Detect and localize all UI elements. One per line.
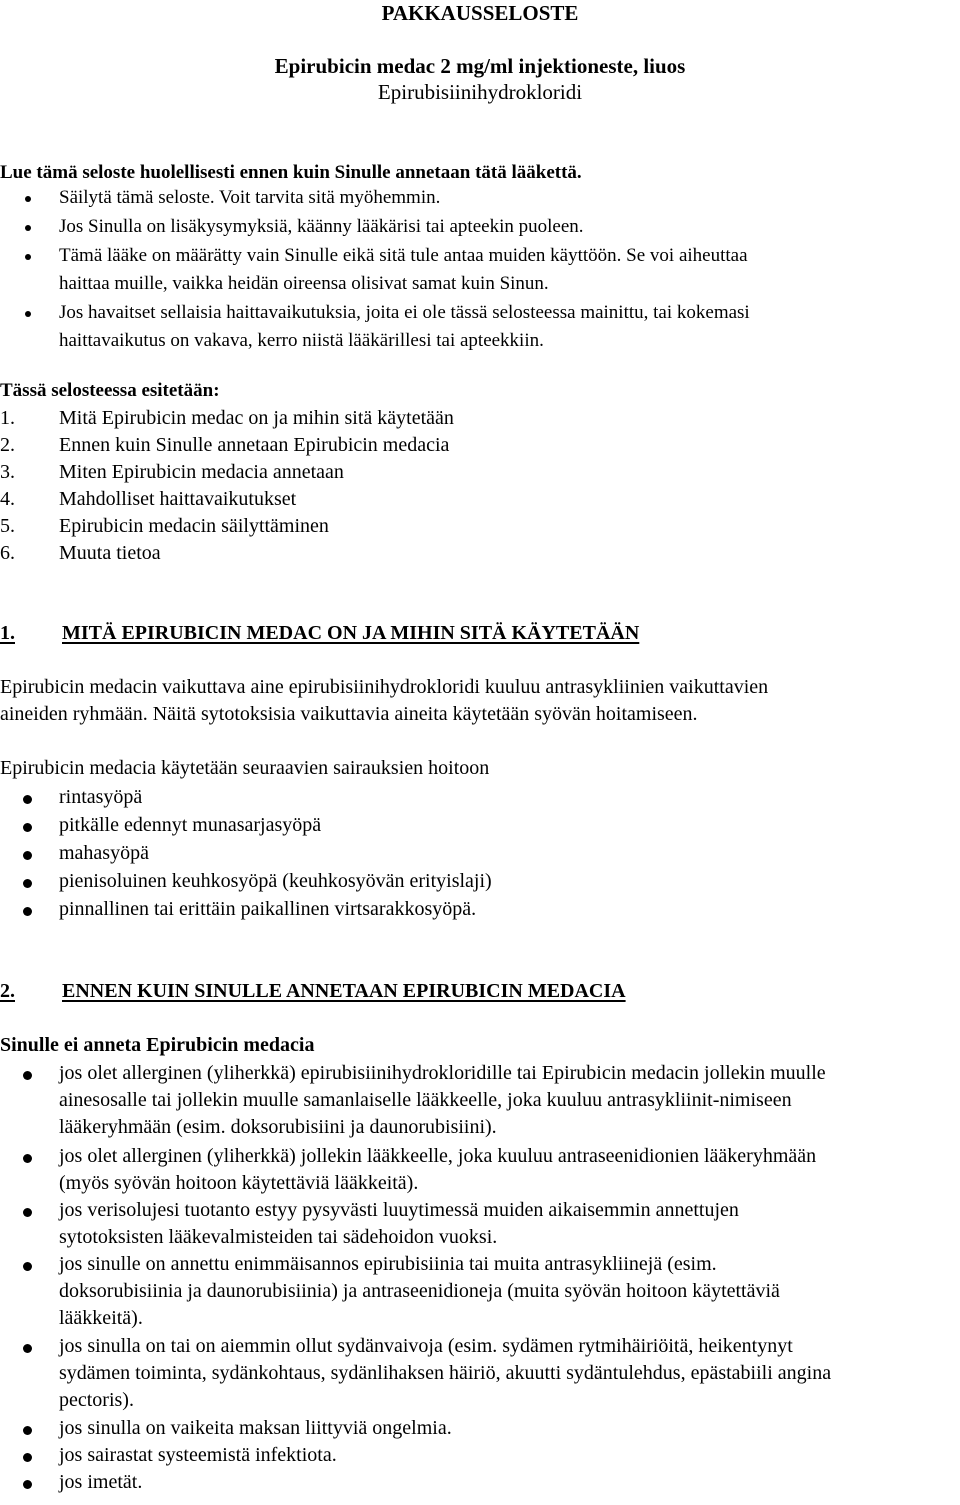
bullet-icon [23,851,32,860]
list-item: jos verisolujesi tuotanto estyy pysyvästi luuytimessä muiden aikaisemmin annettujen [59,1199,739,1221]
bullet-icon [23,1154,32,1163]
toc-number: 6. [0,542,15,564]
bullet-icon [25,225,31,231]
list-item: pectoris). [59,1389,134,1411]
section-1-number: 1. [0,622,15,644]
toc-heading: Tässä selosteessa esitetään: [0,380,220,401]
intro-bullet-text: Jos Sinulla on lisäkysymyksiä, käänny lääkärisi tai apteekin puoleen. [59,216,584,237]
toc-item: Mitä Epirubicin medac on ja mihin sitä käytetään [59,407,454,429]
list-item: jos sairastat systeemistä infektiota. [59,1444,337,1466]
bullet-icon [23,823,32,832]
document-title: PAKKAUSSELOSTE [381,1,579,25]
bullet-icon [23,1208,32,1217]
list-item: jos olet allerginen (yliherkkä) epirubisiinihydrokloridille tai Epirubicin medacin jollekin muulle [59,1062,826,1084]
toc-item: Miten Epirubicin medacia annetaan [59,461,344,483]
list-item: pinnallinen tai erittäin paikallinen virtsarakkosyöpä. [59,898,477,920]
bullet-icon [25,311,31,317]
list-item: jos sinulla on vaikeita maksan liittyviä ongelmia. [59,1417,452,1439]
bullet-icon [23,1344,32,1353]
intro-bullet-text: Tämä lääke on määrätty vain Sinulle eikä sitä tule antaa muiden käyttöön. Se voi aiheuttaa [59,245,748,266]
list-item: pienisoluinen keuhkosyöpä (keuhkosyövän erityislaji) [59,870,492,892]
list-item: lääkeryhmään (esim. doksorubisiini ja daunorubisiini). [59,1116,497,1138]
section-1-heading: MITÄ EPIRUBICIN MEDAC ON JA MIHIN SITÄ KÄYTETÄÄN [62,622,640,644]
list-item: ainesosalle tai jollekin muulle samanlaiselle lääkkeelle, joka kuuluu antrasykliinit-nimiseen [59,1089,792,1111]
bullet-icon [23,879,32,888]
bullet-icon [23,1480,32,1489]
list-item: jos imetät. [59,1471,143,1493]
intro-bullet-text: haittaa muille, vaikka heidän oireensa olisivat samat kuin Sinun. [59,273,549,294]
section-1-paragraph: aineiden ryhmään. Näitä sytotoksisia vaikuttavia aineita käytetään syövän hoitamiseen. [0,703,698,725]
active-substance: Epirubisiinihydrokloridi [377,80,583,104]
list-item: (myös syövän hoitoon käytettäviä lääkkeitä). [59,1172,419,1194]
section-2-number: 2. [0,980,15,1002]
toc-number: 1. [0,407,15,429]
list-item: doksorubisiinia ja daunorubisiinia) ja antraseenidioneja (muita syövän hoitoon käytettäviä [59,1280,780,1302]
toc-item: Mahdolliset haittavaikutukset [59,488,297,510]
bullet-icon [23,1426,32,1435]
toc-number: 5. [0,515,15,537]
intro-bullet-text: haittavaikutus on vakava, kerro niistä lääkärillesi tai apteekkiin. [59,330,544,351]
list-item: lääkkeitä). [59,1307,143,1329]
section-2-subheading: Sinulle ei anneta Epirubicin medacia [0,1034,315,1056]
list-item: pitkälle edennyt munasarjasyöpä [59,814,322,836]
bullet-icon [25,254,31,260]
bullet-icon [23,1453,32,1462]
section-2-heading: ENNEN KUIN SINULLE ANNETAAN EPIRUBICIN MEDACIA [62,980,626,1002]
section-1-paragraph: Epirubicin medacia käytetään seuraavien sairauksien hoitoon [0,757,490,779]
list-item: rintasyöpä [59,786,143,808]
bullet-icon [23,1071,32,1080]
toc-number: 3. [0,461,15,483]
list-item: sydämen toiminta, sydänkohtaus, sydänlihaksen häiriö, akuutti sydäntulehdus, epästabiili angina [59,1362,832,1384]
bullet-icon [23,1262,32,1271]
bullet-icon [23,907,32,916]
list-item: sytotoksisten lääkevalmisteiden tai sädehoidon vuoksi. [59,1226,498,1248]
product-name: Epirubicin medac 2 mg/ml injektioneste, liuos [274,54,686,78]
list-item: mahasyöpä [59,842,149,864]
list-item: jos olet allerginen (yliherkkä) jollekin lääkkeelle, joka kuuluu antraseenidionien lääkeryhmään [59,1145,817,1167]
list-item: jos sinulle on annettu enimmäisannos epirubisiinia tai muita antrasykliinejä (esim. [59,1253,717,1275]
intro-lead: Lue tämä seloste huolellisesti ennen kuin Sinulle annetaan tätä lääkettä. [0,162,582,183]
toc-item: Ennen kuin Sinulle annetaan Epirubicin medacia [59,434,450,456]
bullet-icon [23,795,32,804]
section-1-paragraph: Epirubicin medacin vaikuttava aine epirubisiinihydrokloridi kuuluu antrasykliinien vaikuttavien [0,676,769,698]
toc-item: Muuta tietoa [59,542,161,564]
toc-number: 4. [0,488,15,510]
toc-number: 2. [0,434,15,456]
intro-bullet-text: Jos havaitset sellaisia haittavaikutuksia, joita ei ole tässä selosteessa mainittu, tai kokemasi [59,302,750,323]
list-item: jos sinulla on tai on aiemmin ollut sydänvaivoja (esim. sydämen rytmihäiriöitä, heikentynyt [59,1335,793,1357]
toc-item: Epirubicin medacin säilyttäminen [59,515,329,537]
intro-bullet-text: Säilytä tämä seloste. Voit tarvita sitä myöhemmin. [59,187,441,208]
bullet-icon [25,196,31,202]
